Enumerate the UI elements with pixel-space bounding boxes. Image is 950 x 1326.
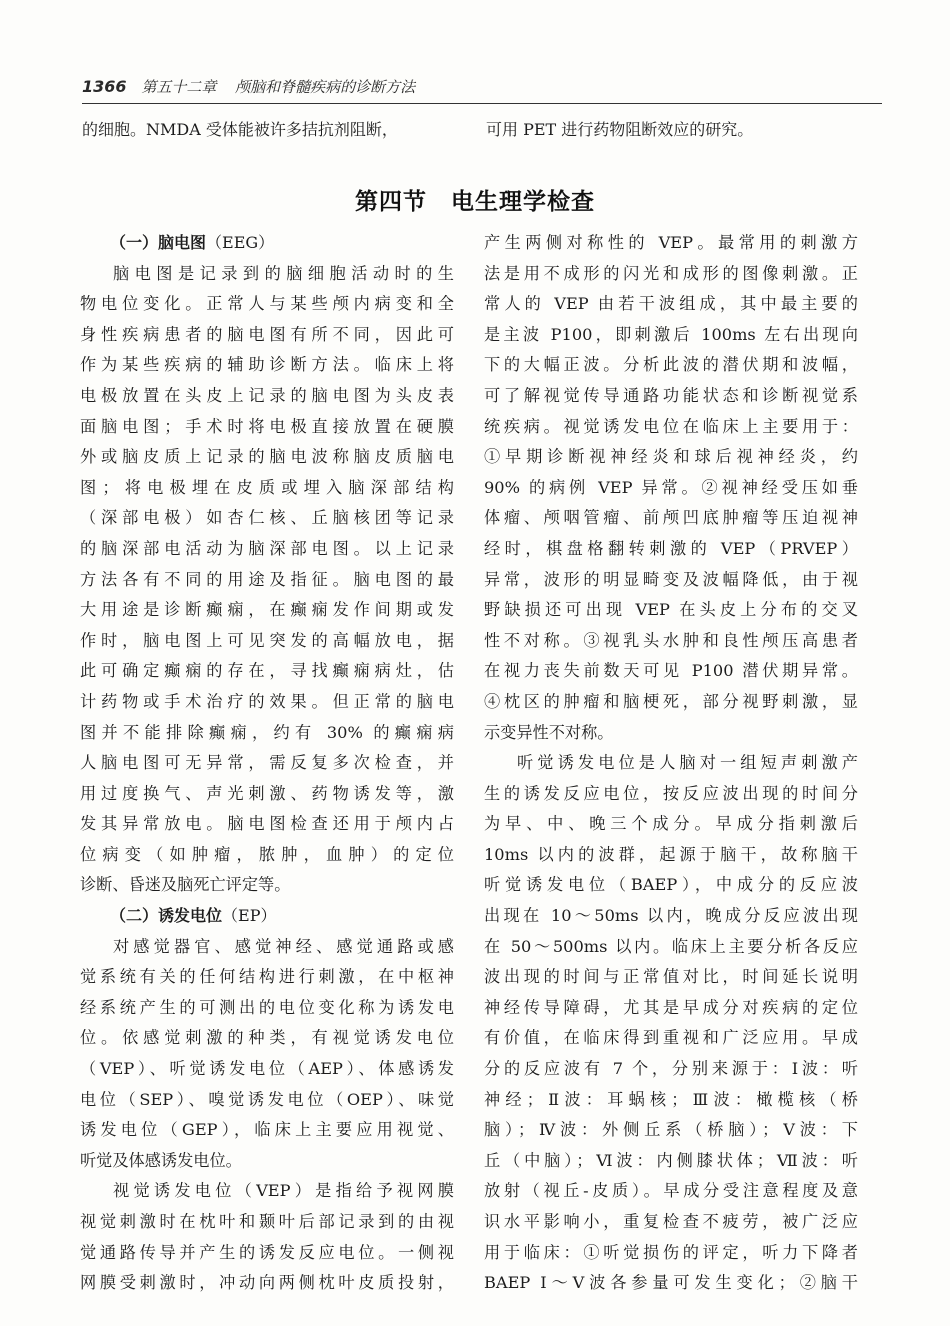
text-line: 可了解视觉传导通路功能状态和诊断视觉系 — [484, 385, 858, 405]
text-line: 神经；Ⅱ波：耳蜗核；Ⅲ波：橄榄核（桥 — [484, 1089, 858, 1109]
eeg-heading — [80, 228, 454, 259]
text-line: 位病变（如肿瘤，脓肿，血肿）的定位 — [80, 844, 454, 864]
text-line: 用于临床：①听觉损伤的评定，听力下降者 — [484, 1242, 858, 1262]
text-line: 此可确定癫痫的存在，寻找癫痫病灶，估 — [80, 661, 454, 681]
text-line: 10ms 以内的波群，起源于脑干，故称脑干 — [484, 844, 858, 864]
text-line: 法是用不成形的闪光和成形的图像刺激。正 — [484, 263, 858, 283]
text-line: 神经传导障碍，尤其是早成分对疾病的定位 — [484, 997, 858, 1017]
text-line: 觉通路传导并产生的诱发反应电位。一侧视 — [80, 1242, 454, 1262]
ep-paragraph — [80, 932, 454, 1177]
left-column — [80, 228, 454, 1299]
chapter-number: 第五十二章 — [141, 78, 217, 96]
text-line: 经时，棋盘格翻转刺激的 VEP（PRVEP） — [484, 538, 858, 558]
text-line: 视觉诱发电位（VEP）是指给予视网膜 — [113, 1181, 454, 1201]
text-line: 示变异性不对称。 — [484, 722, 614, 742]
text-line: 电位（SEP）、嗅觉诱发电位（OEP）、味觉 — [80, 1089, 454, 1109]
vep-paragraph-continued — [484, 228, 858, 748]
chapter-title: 颅脑和脊髓疾病的诊断方法 — [235, 78, 416, 96]
text-line: 是主波 P100，即刺激后 100ms 左右出现向 — [484, 324, 858, 344]
text-line: （VEP）、听觉诱发电位（AEP）、体感诱发 — [80, 1059, 454, 1079]
section-title: 第四节 电生理学检查 — [355, 189, 595, 215]
text-line: 体瘤、颅咽管瘤、前颅凹底肿瘤等压迫视神 — [484, 508, 858, 528]
text-line: 听觉及体感诱发电位。 — [80, 1150, 242, 1170]
text-line: 大用途是诊断癫痫，在癫痫发作间期或发 — [80, 600, 454, 620]
text-line: 觉系统有关的任何结构进行刺激，在中枢神 — [80, 967, 454, 987]
text-line: 人脑电图可无异常，需反复多次检查，并 — [80, 753, 454, 773]
text-line: 生的诱发反应电位，按反应波出现的时间分 — [484, 783, 858, 803]
text-line: 对感觉器官、感觉神经、感觉通路或感 — [113, 936, 454, 956]
text-line: 作为某些疾病的辅助诊断方法。临床上将 — [80, 355, 454, 375]
text-line: BAEP Ⅰ～Ⅴ波各参量可发生变化；②脑干 — [484, 1273, 858, 1293]
text-line: 90% 的病例 VEP 异常。②视神经受压如垂 — [484, 477, 858, 497]
text-line: 身性疾病患者的脑电图有所不同，因此可 — [80, 324, 454, 344]
page-number: 1366 — [82, 77, 127, 96]
text-line: 放射（视丘-皮质）。早成分受注意程度及意 — [484, 1181, 858, 1201]
text-line: ①早期诊断视神经炎和球后视神经炎，约 — [484, 447, 858, 467]
text-line: 异常，波形的明显畸变及波幅降低，由于视 — [484, 569, 858, 589]
text-line: 作时，脑电图上可见突发的高幅放电，据 — [80, 630, 454, 650]
text-line: 电极放置在头皮上记录的脑电图为头皮表 — [80, 385, 454, 405]
text-line: 出现在 10～50ms 以内，晚成分反应波出现 — [484, 906, 858, 926]
aep-paragraph — [484, 748, 858, 1299]
text-line: 分的反应波有 7 个，分别来源于：Ⅰ波：听 — [484, 1059, 858, 1079]
text-line: 常人的 VEP 由若干波组成，其中最主要的 — [484, 294, 858, 314]
text-line: 的脑深部电活动为脑深部电图。以上记录 — [80, 538, 454, 558]
ep-heading — [80, 901, 454, 932]
text-line: 产生两侧对称性的 VEP。最常用的刺激方 — [484, 233, 858, 252]
text-line: 物电位变化。正常人与某些颅内病变和全 — [80, 294, 454, 314]
text-line: 下的大幅正波。分析此波的潜伏期和波幅， — [484, 355, 858, 375]
text-line: 波出现的时间与正常值对比，时间延长说明 — [484, 967, 858, 987]
text-line: 在视力丧失前数天可见 P100 潜伏期异常。 — [484, 661, 858, 681]
text-line: 图；将电极埋在皮质或埋入脑深部结构 — [80, 477, 454, 497]
text-line: 野缺损还可出现 VEP 在头皮上分布的交叉 — [484, 600, 858, 620]
continuation-text-left: 的细胞。NMDA 受体能被许多拮抗剂阻断， — [82, 120, 398, 139]
text-line: 识水平影响小，重复检查不疲劳，被广泛应 — [484, 1212, 858, 1231]
ep-heading-text: （二）诱发电位 — [110, 906, 223, 926]
eeg-heading-abbr: （EEG） — [206, 233, 275, 252]
text-line: 有价值，在临床得到重视和广泛应用。早成 — [484, 1028, 858, 1048]
text-line: （深部电极）如杏仁核、丘脑核团等记录 — [80, 508, 454, 528]
text-line: 网膜受刺激时，冲动向两侧枕叶皮质投射， — [80, 1273, 454, 1293]
text-line: 性不对称。③视乳头水肿和良性颅压高患者 — [484, 630, 858, 650]
eeg-heading-text: （一）脑电图 — [110, 233, 207, 252]
eeg-paragraph — [80, 259, 454, 901]
ep-heading-abbr: （EP） — [222, 906, 277, 926]
text-line: 诱发电位（GEP），临床上主要应用视觉、 — [80, 1120, 454, 1140]
text-line: 位。依感觉刺激的种类，有视觉诱发电位 — [80, 1028, 454, 1048]
text-line: 在 50～500ms 以内。临床上主要分析各反应 — [484, 936, 858, 956]
text-line: 听觉诱发电位（BAEP），中成分的反应波 — [484, 875, 858, 895]
text-line: 方法各有不同的用途及指征。脑电图的最 — [80, 569, 454, 589]
text-line: 统疾病。视觉诱发电位在临床上主要用于： — [484, 416, 858, 436]
running-header — [82, 76, 882, 104]
text-line: 视觉刺激时在枕叶和颞叶后部记录到的由视 — [80, 1212, 454, 1231]
text-line: 图并不能排除癫痫，约有 30% 的癫痫病 — [80, 722, 454, 742]
text-line: 面脑电图；手术时将电极直接放置在硬膜 — [80, 416, 454, 436]
text-line: 丘（中脑）；Ⅵ波：内侧膝状体；Ⅶ波：听 — [484, 1150, 858, 1170]
text-line: 诊断、昏迷及脑死亡评定等。 — [80, 875, 291, 895]
text-line: 外或脑皮质上记录的脑电波称脑皮质脑电 — [80, 447, 454, 467]
vep-paragraph-start — [80, 1176, 454, 1298]
right-column — [484, 228, 858, 1299]
text-line: 听觉诱发电位是人脑对一组短声刺激产 — [517, 753, 858, 773]
text-line: ④枕区的肿瘤和脑梗死，部分视野刺激，显 — [484, 691, 858, 711]
text-line: 计药物或手术治疗的效果。但正常的脑电 — [80, 691, 454, 711]
text-line: 脑电图是记录到的脑细胞活动时的生 — [113, 263, 454, 283]
text-line: 脑）；Ⅳ波：外侧丘系（桥脑）；Ⅴ波：下 — [484, 1120, 858, 1140]
text-line: 用过度换气、声光刺激、药物诱发等，激 — [80, 783, 454, 803]
text-line: 为早、中、晚三个成分。早成分指刺激后 — [484, 814, 858, 834]
continuation-text-right: 可用 PET 进行药物阻断效应的研究。 — [486, 120, 754, 139]
text-line: 发其异常放电。脑电图检查还用于颅内占 — [80, 814, 454, 834]
text-line: 经系统产生的可测出的电位变化称为诱发电 — [80, 997, 454, 1017]
